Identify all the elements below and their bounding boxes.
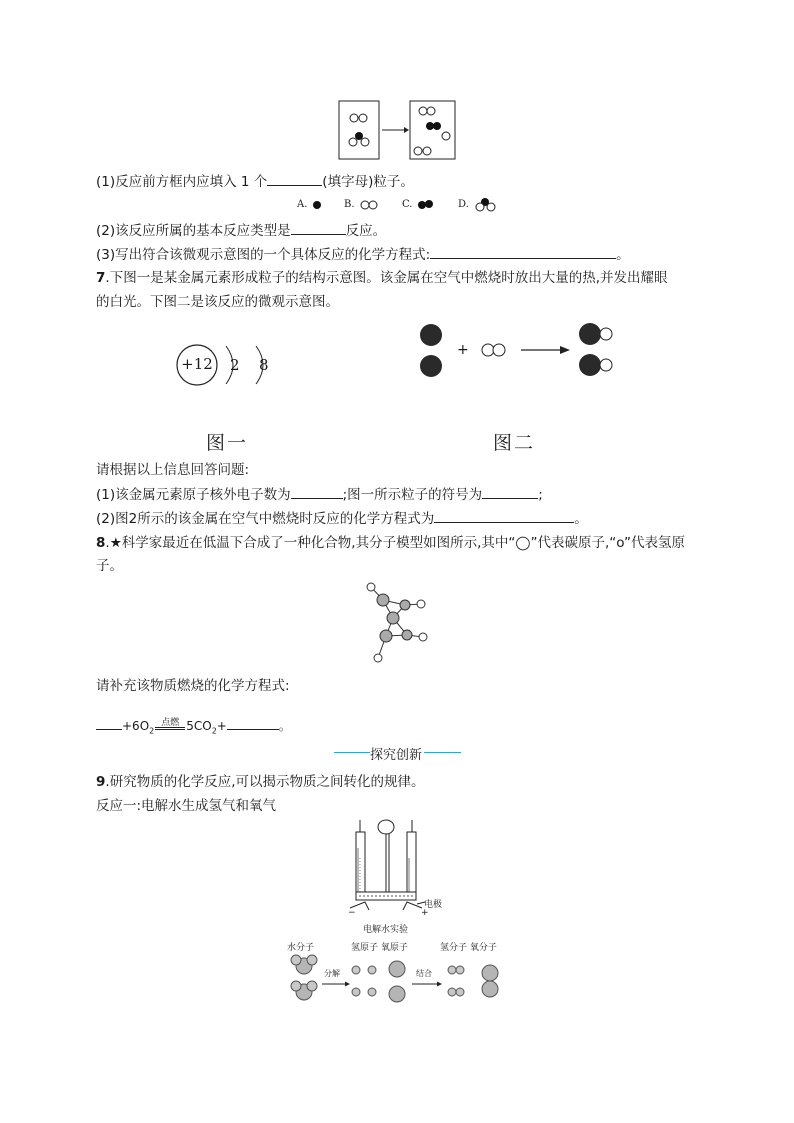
section-title: 探究创新 [370,748,423,763]
atom-white [359,114,367,122]
nucleus-charge: +12 [181,355,213,373]
hydrogen-atom [307,981,317,991]
shell-2-electrons: 8 [259,356,269,374]
answer-blank[interactable] [430,245,616,259]
hydrogen-atom [291,955,301,965]
molecules-label: 氢分子 氧分子 [440,943,497,953]
answer-blank[interactable] [227,718,279,730]
carbon-atom [377,594,389,606]
answer-blank[interactable] [482,485,538,499]
q9-reaction1: 反应一:电解水生成氢气和氧气 [96,798,277,814]
hydrogen-atom [368,988,376,996]
atom-white [419,107,427,115]
option-b-label: B. [344,199,355,210]
hydrogen-atom [417,600,425,608]
cathode-sign: − [348,908,356,918]
carbon-atom [380,630,392,642]
atom-white [361,138,369,146]
hydrogen-atom [367,583,375,591]
electrode-label: 电极 [424,900,443,910]
hydrogen-atom [419,633,427,641]
oxygen-atom [600,359,612,371]
carbon-atom [402,630,412,640]
q6-sub1: (1)反应前方框内应填入 1 个 (填字母)粒子。 [96,174,414,190]
q7-prompt: 请根据以上信息回答问题: [96,462,250,478]
oxygen-atom [389,961,405,977]
section-rule-left [334,752,370,753]
atom-white [423,147,431,155]
oxygen-atom [482,344,494,356]
option-a-icon [312,199,324,211]
answer-blank[interactable] [291,485,343,499]
electrolysis-apparatus [345,818,435,918]
atom-black [426,122,434,130]
atom-white [427,107,435,115]
plus-sign: + [457,342,469,358]
section-rule-right [424,752,461,753]
anode-sign: + [421,908,429,918]
q7-sub2: (2)图2所示的该金属在空气中燃烧时反应的化学方程式为 。 [96,511,588,527]
carbon-atom [400,600,410,610]
figure-2-caption: 图二 [493,432,536,454]
q6-reaction-diagram [330,98,460,164]
figure-1-caption: 图一 [206,432,249,454]
oxygen-atom [493,344,505,356]
oxygen-atom [600,328,612,340]
hydrogen-atom [448,966,456,974]
carbon-atom [387,612,399,624]
oxygen-atom [389,986,405,1002]
atom-white [349,138,357,146]
oxygen-atom [482,965,498,981]
answer-blank[interactable] [96,718,122,730]
hydrogen-atom [307,955,317,965]
arrow-head [404,127,409,133]
before-box [339,101,379,159]
hydrogen-atom [374,654,382,662]
mg-oxygen-reaction-diagram [410,320,630,384]
water-decomposition-diagram [288,952,508,1008]
q8-stem-line2: 子。 [96,558,123,574]
q6-sub3: (3)写出符合该微观示意图的一个具体反应的化学方程式: 。 [96,247,630,263]
q8-stem-line1: 8.★科学家最近在低温下合成了一种化合物,其分子模型如图所示,其中“◯”代表碳原子,“o”代表氢原 [96,535,686,551]
apparatus-caption: 电解水实验 [363,925,409,935]
hydrogen-atom [352,966,360,974]
option-d-icon [474,196,498,212]
shell-1-electrons: 2 [230,356,240,374]
metal-atom [579,323,601,345]
q6-sub2: (2)该反应所属的基本反应类型是 反应。 [96,223,387,239]
combine-label: 结合 [416,969,432,978]
answer-blank[interactable] [267,172,322,186]
option-c-icon [417,199,437,211]
atom-black [355,132,363,140]
hydrogen-atom [368,966,376,974]
q8-equation: $+6O_2$ 点燃 $5CO_2+$ 。 [96,717,291,740]
atom-white [442,132,450,140]
metal-atom [420,355,442,377]
atom-black [433,122,441,130]
arrow-head [560,346,570,354]
answer-blank[interactable] [291,221,346,235]
oxygen-atom [482,981,498,997]
hydrogen-atom [352,988,360,996]
metal-atom [420,324,442,346]
q7-sub1: (1)该金属元素原子核外电子数为 ;图一所示粒子的符号为 ; [96,487,543,503]
decompose-label: 分解 [324,969,340,978]
q8-prompt: 请补充该物质燃烧的化学方程式: [96,678,290,694]
q7-stem-line2: 的白光。下图二是该反应的微观示意图。 [96,294,339,310]
metal-atom [579,354,601,376]
q7-stem-line1: 7.下图一是某金属元素形成粒子的结构示意图。该金属在空气中燃烧时放出大量的热,并发出耀眼 [96,270,668,286]
hydrogen-atom [291,981,301,991]
option-d-label: D. [458,199,469,210]
hydrogen-atom [456,966,464,974]
atoms-label: 氢原子 氧原子 [351,943,408,953]
option-a-label: A. [297,199,308,210]
option-c-label: C. [402,199,413,210]
molecule-model-diagram [364,580,434,664]
answer-blank[interactable] [434,509,574,523]
water-molecule-label: 水分子 [287,943,315,953]
atom-white [350,114,358,122]
atom-white [414,147,422,155]
hydrogen-atom [448,988,456,996]
hydrogen-atom [456,988,464,996]
q9-stem: 9.研究物质的化学反应,可以揭示物质之间转化的规律。 [96,774,425,790]
option-b-icon [360,199,380,211]
